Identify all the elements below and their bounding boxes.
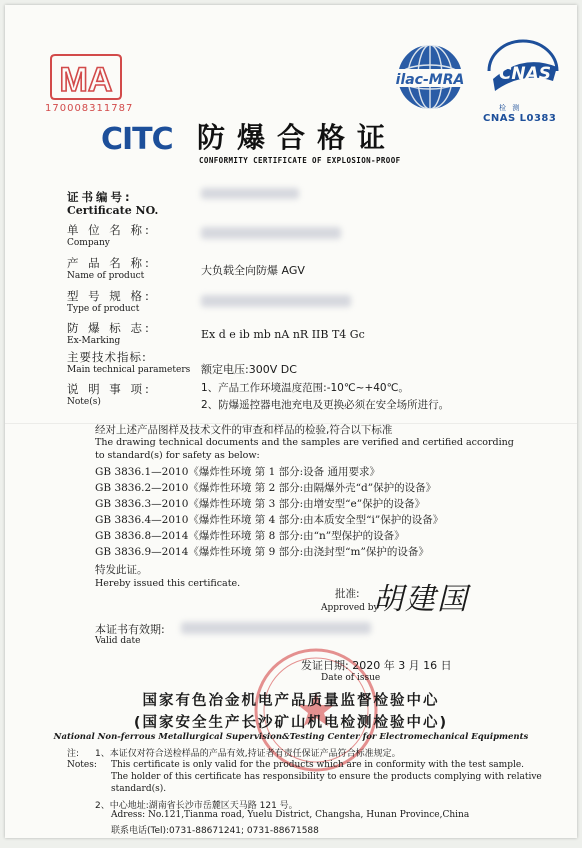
standard-item: GB 3836.8—2014《爆炸性环境 第 8 部分:由“n”型保护的设备》 [95,530,405,542]
type-label-en: Type of product [67,304,140,314]
cnas-subtitle: 检 测 [499,104,522,112]
cnas-logo-icon [483,37,563,103]
cert-no-redacted [201,188,299,199]
center-name-cn: 国家有色冶金机电产品质量监督检验中心 [142,693,440,709]
marking-value: Ex d e ib mb nA nR IIB T4 Gc [201,328,365,341]
product-label-en: Name of product [67,271,145,281]
issue-date-cn: 发证日期: 2020 年 3 月 16 日 [301,659,452,672]
svg-text:MA: MA [59,61,113,99]
company-label-cn: 单 位 名 称: [67,223,152,237]
special-issue-en: Hereby issued this certificate. [95,578,241,589]
certificate-title: 防爆合格证 [197,121,398,154]
cert-no-label-cn: 证书编号: [67,190,133,204]
center-name-cn-2: (国家安全生产长沙矿山机电检测检验中心) [133,715,449,731]
footer-note-2-cn: 2、中心地址:湖南省长沙市岳麓区天马路 121 号。 [95,801,298,811]
footer-phone: 联系电话(Tel):0731-88671241; 0731-88671588 [111,826,319,836]
ilac-mra-logo-icon [388,41,472,119]
notes-line-1: 1、产品工作环境温度范围:-10℃~+40℃。 [201,382,409,394]
cma-code: 170008311787 [45,103,134,114]
cert-no-label-en: Certificate NO. [67,204,159,217]
product-value: 大负载全向防爆 AGV [201,264,305,277]
special-issue-cn: 特发此证。 [95,564,148,576]
notes-label-en: Note(s) [67,397,101,407]
footer-note-label-en: Notes: [67,760,97,770]
approve-label-cn: 批准: [335,588,360,600]
standard-item: GB 3836.3—2010《爆炸性环境 第 3 部分:由增安型“e”保护的设备》 [95,498,426,510]
svg-text:ilac-MRA: ilac-MRA [395,72,465,88]
params-label-en: Main technical parameters [67,365,191,375]
company-label-en: Company [67,238,110,248]
footer-note-1-cn: 1、本证仅对符合送检样品的产品有效,持证者有责任保证产品符合标准规定。 [95,749,401,759]
marking-label-en: Ex-Marking [67,336,121,346]
svg-text:CNAS: CNAS [498,64,552,84]
center-name-en-1: National Non-ferrous Metallurgical Supervision&Testing Center for Electromechanical Equipments [53,732,529,742]
standard-item: GB 3836.2—2010《爆炸性环境 第 2 部分:由隔爆外壳“d”保护的设备》 [95,482,437,494]
standard-item: GB 3836.9—2014《爆炸性环境 第 9 部分:由浇封型“m”保护的设备》 [95,546,429,558]
notes-line-2: 2、防爆遥控器电池充电及更换必须在安全场所进行。 [201,399,450,411]
approve-label-en: Approved by [321,603,379,613]
footer-note-1-en-1: This certificate is only valid for the products which are in conformity with the test sample. [111,760,525,770]
type-label-cn: 型 号 规 格: [67,289,152,303]
standards-intro-cn: 经对上述产品图样及技术文件的审查和样品的检验,符合以下标准 [95,424,393,436]
standard-item: GB 3836.4—2010《爆炸性环境 第 4 部分:由本质安全型“i”保护的设备》 [95,514,444,526]
params-value: 额定电压:300V DC [201,363,297,376]
standard-item: GB 3836.1—2010《爆炸性环境 第 1 部分:设备 通用要求》 [95,466,380,478]
footer-note-1-en-3: standard(s). [111,784,167,794]
certificate-page [5,5,577,838]
notes-label-cn: 说 明 事 项: [67,382,152,396]
marking-label-cn: 防 爆 标 志: [67,321,152,335]
approver-signature: 胡建国 [373,582,469,617]
valid-label-cn: 本证书有效期: [95,623,165,636]
footer-note-label-cn: 注: [67,749,80,759]
type-redacted [201,295,351,307]
standards-intro-en-2: to standard(s) for safety as below: [95,450,260,461]
issue-date-en: Date of issue [321,673,381,683]
footer-note-1-en-2: The holder of this certificate has responsibility to ensure the products complying with relative [111,772,542,782]
certificate-subtitle: CONFORMITY CERTIFICATE OF EXPLOSION-PROOF [199,156,401,165]
product-label-cn: 产 品 名 称: [67,256,152,270]
cnas-code: CNAS L0383 [483,113,557,124]
company-redacted [201,227,341,239]
footer-note-2-en: Adress: No.121,Tianma road, Yuelu District, Changsha, Hunan Province,China [111,810,470,820]
cma-logo-icon [47,53,125,101]
valid-date-redacted [181,622,371,634]
citc-logo: CITC [101,122,173,157]
valid-label-en: Valid date [95,636,141,646]
params-label-cn: 主要技术指标: [67,350,147,364]
standards-intro-en-1: The drawing technical documents and the samples are verified and certified according [95,437,514,448]
